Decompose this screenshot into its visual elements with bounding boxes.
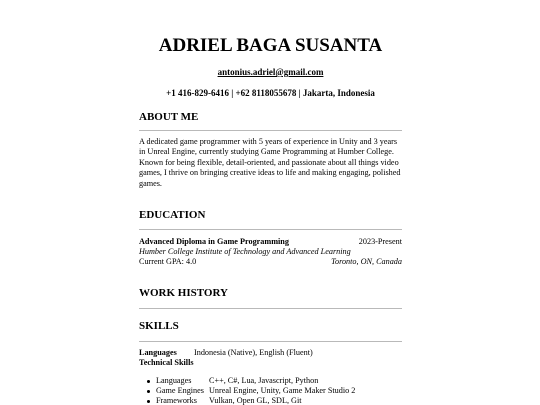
skill-value: C++, C#, Lua, Javascript, Python: [209, 376, 319, 385]
technical-skills-label: Technical Skills: [139, 358, 194, 367]
about-text: A dedicated game programmer with 5 years of experience in Unity and 3 years in Unreal Engine, currently studying Game Programming at Humber College. Known for being flexible, detail-oriented, and passionate about all things video games, I thrive on bringing creative ideas to life and making engaging, polished games.: [139, 137, 401, 188]
skill-category: Frameworks: [156, 396, 197, 405]
skill-category: Game Engines: [156, 386, 204, 395]
education-row-degree: [139, 237, 402, 247]
school-name: Humber College Institute of Technology and Advanced Learning: [139, 247, 351, 256]
languages-value: Indonesia (Native), English (Fluent): [194, 348, 313, 357]
bullet-icon: [147, 400, 150, 403]
resume-name: ADRIEL BAGA SUSANTA: [158, 35, 383, 56]
bullet-icon: [147, 380, 150, 383]
bullet-icon: [147, 390, 150, 393]
skill-value: Vulkan, Open GL, SDL, Git: [209, 396, 302, 405]
list-item: [139, 396, 402, 405]
email-link[interactable]: antonius.adriel@gmail.com: [217, 67, 324, 77]
education-divider: [139, 229, 402, 230]
work-divider: [139, 308, 402, 309]
list-item: [139, 386, 402, 396]
degree-title: Advanced Diploma in Game Programming: [139, 237, 289, 246]
education-dates: 2023-Present: [358, 237, 402, 246]
skill-value: Unreal Engine, Unity, Game Maker Studio 2: [209, 386, 356, 395]
education-heading: EDUCATION: [139, 209, 206, 221]
work-heading: WORK HISTORY: [139, 287, 228, 299]
contact-line: +1 416-829-6416 | +62 8118055678 | Jakarta, Indonesia: [166, 88, 375, 98]
skill-category: Languages: [156, 376, 192, 385]
list-item: [139, 376, 402, 386]
skills-heading: SKILLS: [139, 320, 179, 332]
education-row-gpa: [139, 257, 402, 267]
about-heading: ABOUT ME: [139, 111, 199, 123]
technical-skills-list: [139, 376, 402, 405]
skills-languages-row: [139, 348, 402, 358]
languages-label: Languages: [139, 348, 177, 357]
resume-page: [139, 0, 402, 405]
gpa-text: Current GPA: 4.0: [139, 257, 197, 266]
education-location: Toronto, ON, Canada: [331, 257, 402, 266]
about-divider: [139, 130, 402, 131]
skills-divider: [139, 341, 402, 342]
